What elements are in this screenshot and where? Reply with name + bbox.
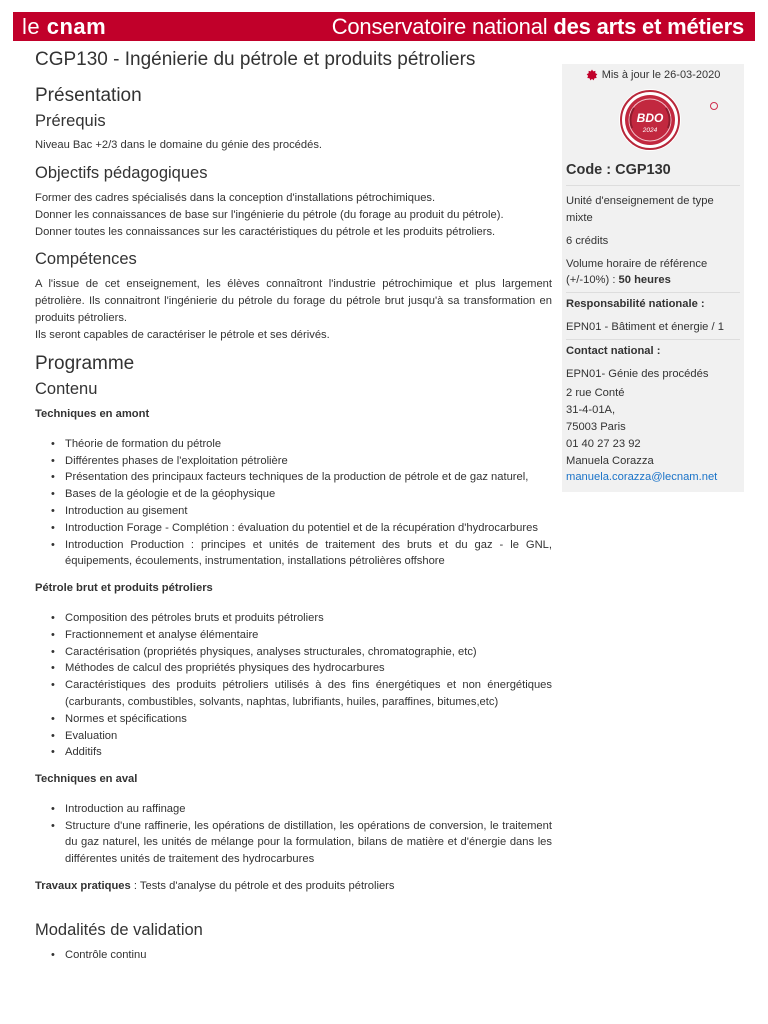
contact-address: 2 rue Conté [566,387,625,400]
list-item: • Introduction au gisement [47,503,552,520]
list-item: • Contrôle continu [47,947,552,964]
bdo-badge-area [566,88,740,152]
contact-label: Contact national : [566,344,661,357]
sidebar-card [562,64,744,492]
objectifs-line: Donner toutes les connaissances sur les caractéristiques du pétrole et les produits pétroliers. [35,225,496,238]
course-volume: Volume horaire de référence (+/-10%) : 50 heures [566,253,740,294]
svg-text:BDO: BDO [636,110,664,125]
prerequis-text: Niveau Bac +2/3 dans le domaine du génie des procédés. [35,139,323,152]
page-title: CGP130 - Ingénierie du pétrole et produits pétroliers [35,49,476,70]
prerequis-section [35,112,552,155]
competences-heading: Compétences [35,250,137,269]
list-item: • Introduction Forage - Complétion : évaluation du potentiel et de la récupération d'hydrocarbures [47,520,552,537]
validation-heading: Modalités de validation [35,920,203,939]
responsabilite-label: Responsabilité nationale : [566,298,705,311]
update-notice: Mis à jour le 26-03-2020 [566,67,740,84]
main-content [35,49,552,973]
responsabilite-value: EPN01 - Bâtiment et énergie / 1 [566,316,740,340]
list-item: • Méthodes de calcul des propriétés physiques des hydrocarbures [47,660,552,677]
prerequis-heading: Prérequis [35,111,106,130]
group-list-amont [47,436,552,570]
list-item: • Introduction Production : principes et unités de traitement des bruts et du gaz - le GNL, équipements, écoulements, instrumentation, installations pétrolières offshore [47,537,552,571]
list-item: • Caractérisation (propriétés physiques, analyses structurales, chromatographie, etc) [47,644,552,661]
course-type: Unité d'enseignement de type mixte [566,195,714,225]
bdo-seal-icon [618,88,682,152]
ring-icon [710,102,718,110]
objectifs-heading: Objectifs pédagogiques [35,164,208,183]
validation-list [47,947,552,964]
travaux-pratiques: Travaux pratiques : Tests d'analyse du pétrole et des produits pétroliers [35,880,395,893]
competences-line: A l'issue de cet enseignement, les élèves connaîtront l'industrie pétrochimique et plus largement pétrolière. Ils connaitront l'ingénierie du pétrole du forage du pétrole brut jusqu'à sa transformation en produits pétroliers. [35,278,552,324]
group-list-aval [47,801,552,868]
list-item: • Caractéristiques des produits pétroliers utilisés à des fins énergétiques et non énergétiques (carburants, combustibles, solvants, naphtas, lubrifiants, huiles, paraffines, bitumes,etc) [47,677,552,711]
programme-heading: Programme [35,353,135,375]
contact-name: Manuela Corazza [566,454,654,467]
cnam-logo[interactable]: le cnam [22,13,107,39]
group-list-brut [47,610,552,761]
presentation-heading: Présentation [35,84,142,106]
group-title: Techniques en amont [35,407,150,420]
course-credits: 6 crédits [566,234,609,247]
competences-line: Ils seront capables de caractériser le pétrole et ses dérivés. [35,328,330,341]
list-item: • Introduction au raffinage [47,801,552,818]
contact-address: 75003 Paris [566,421,626,434]
contact-org: EPN01- Génie des procédés [566,367,709,380]
course-code: Code : CGP130 [566,158,740,187]
list-item: • Théorie de formation du pétrole [47,436,552,453]
list-item: • Bases de la géologie et de la géophysique [47,486,552,503]
list-item: • Structure d'une raffinerie, les opérations de distillation, les opérations de conversion, le traitement du gaz naturel, les unités de mélange pour la formulation, bilans de matière et d'énergie dans les différentes unités de traitement des hydrocarbures [47,818,552,868]
objectifs-line: Former des cadres spécialisés dans la conception d'installations pétrochimiques. [35,191,436,204]
objectifs-section [35,164,552,240]
list-item: • Composition des pétroles bruts et produits pétroliers [47,610,552,627]
list-item: • Fractionnement et analyse élémentaire [47,627,552,644]
list-item: • Additifs [47,744,552,761]
list-item: • Présentation des principaux facteurs techniques de la production de pétrole et de gaz naturel, [47,469,552,486]
list-item: • Différentes phases de l'exploitation pétrolière [47,453,552,470]
contact-address: 31-4-01A, [566,404,616,417]
group-title: Techniques en aval [35,773,138,786]
svg-text:2024: 2024 [642,126,658,134]
badge-star-icon [586,69,598,81]
banner-tagline: Conservatoire national des arts et métiers [331,13,744,39]
contenu-heading: Contenu [35,380,98,399]
site-banner [13,12,755,41]
group-title: Pétrole brut et produits pétroliers [35,582,213,595]
competences-section [35,250,552,343]
objectifs-line: Donner les connaissances de base sur l'ingénierie du pétrole (du forage au produit du pétrole). [35,208,504,221]
list-item: • Evaluation [47,728,552,745]
list-item: • Normes et spécifications [47,711,552,728]
contact-phone: 01 40 27 23 92 [566,437,641,450]
contact-email-link[interactable]: manuela.corazza@lecnam.net [566,471,718,484]
